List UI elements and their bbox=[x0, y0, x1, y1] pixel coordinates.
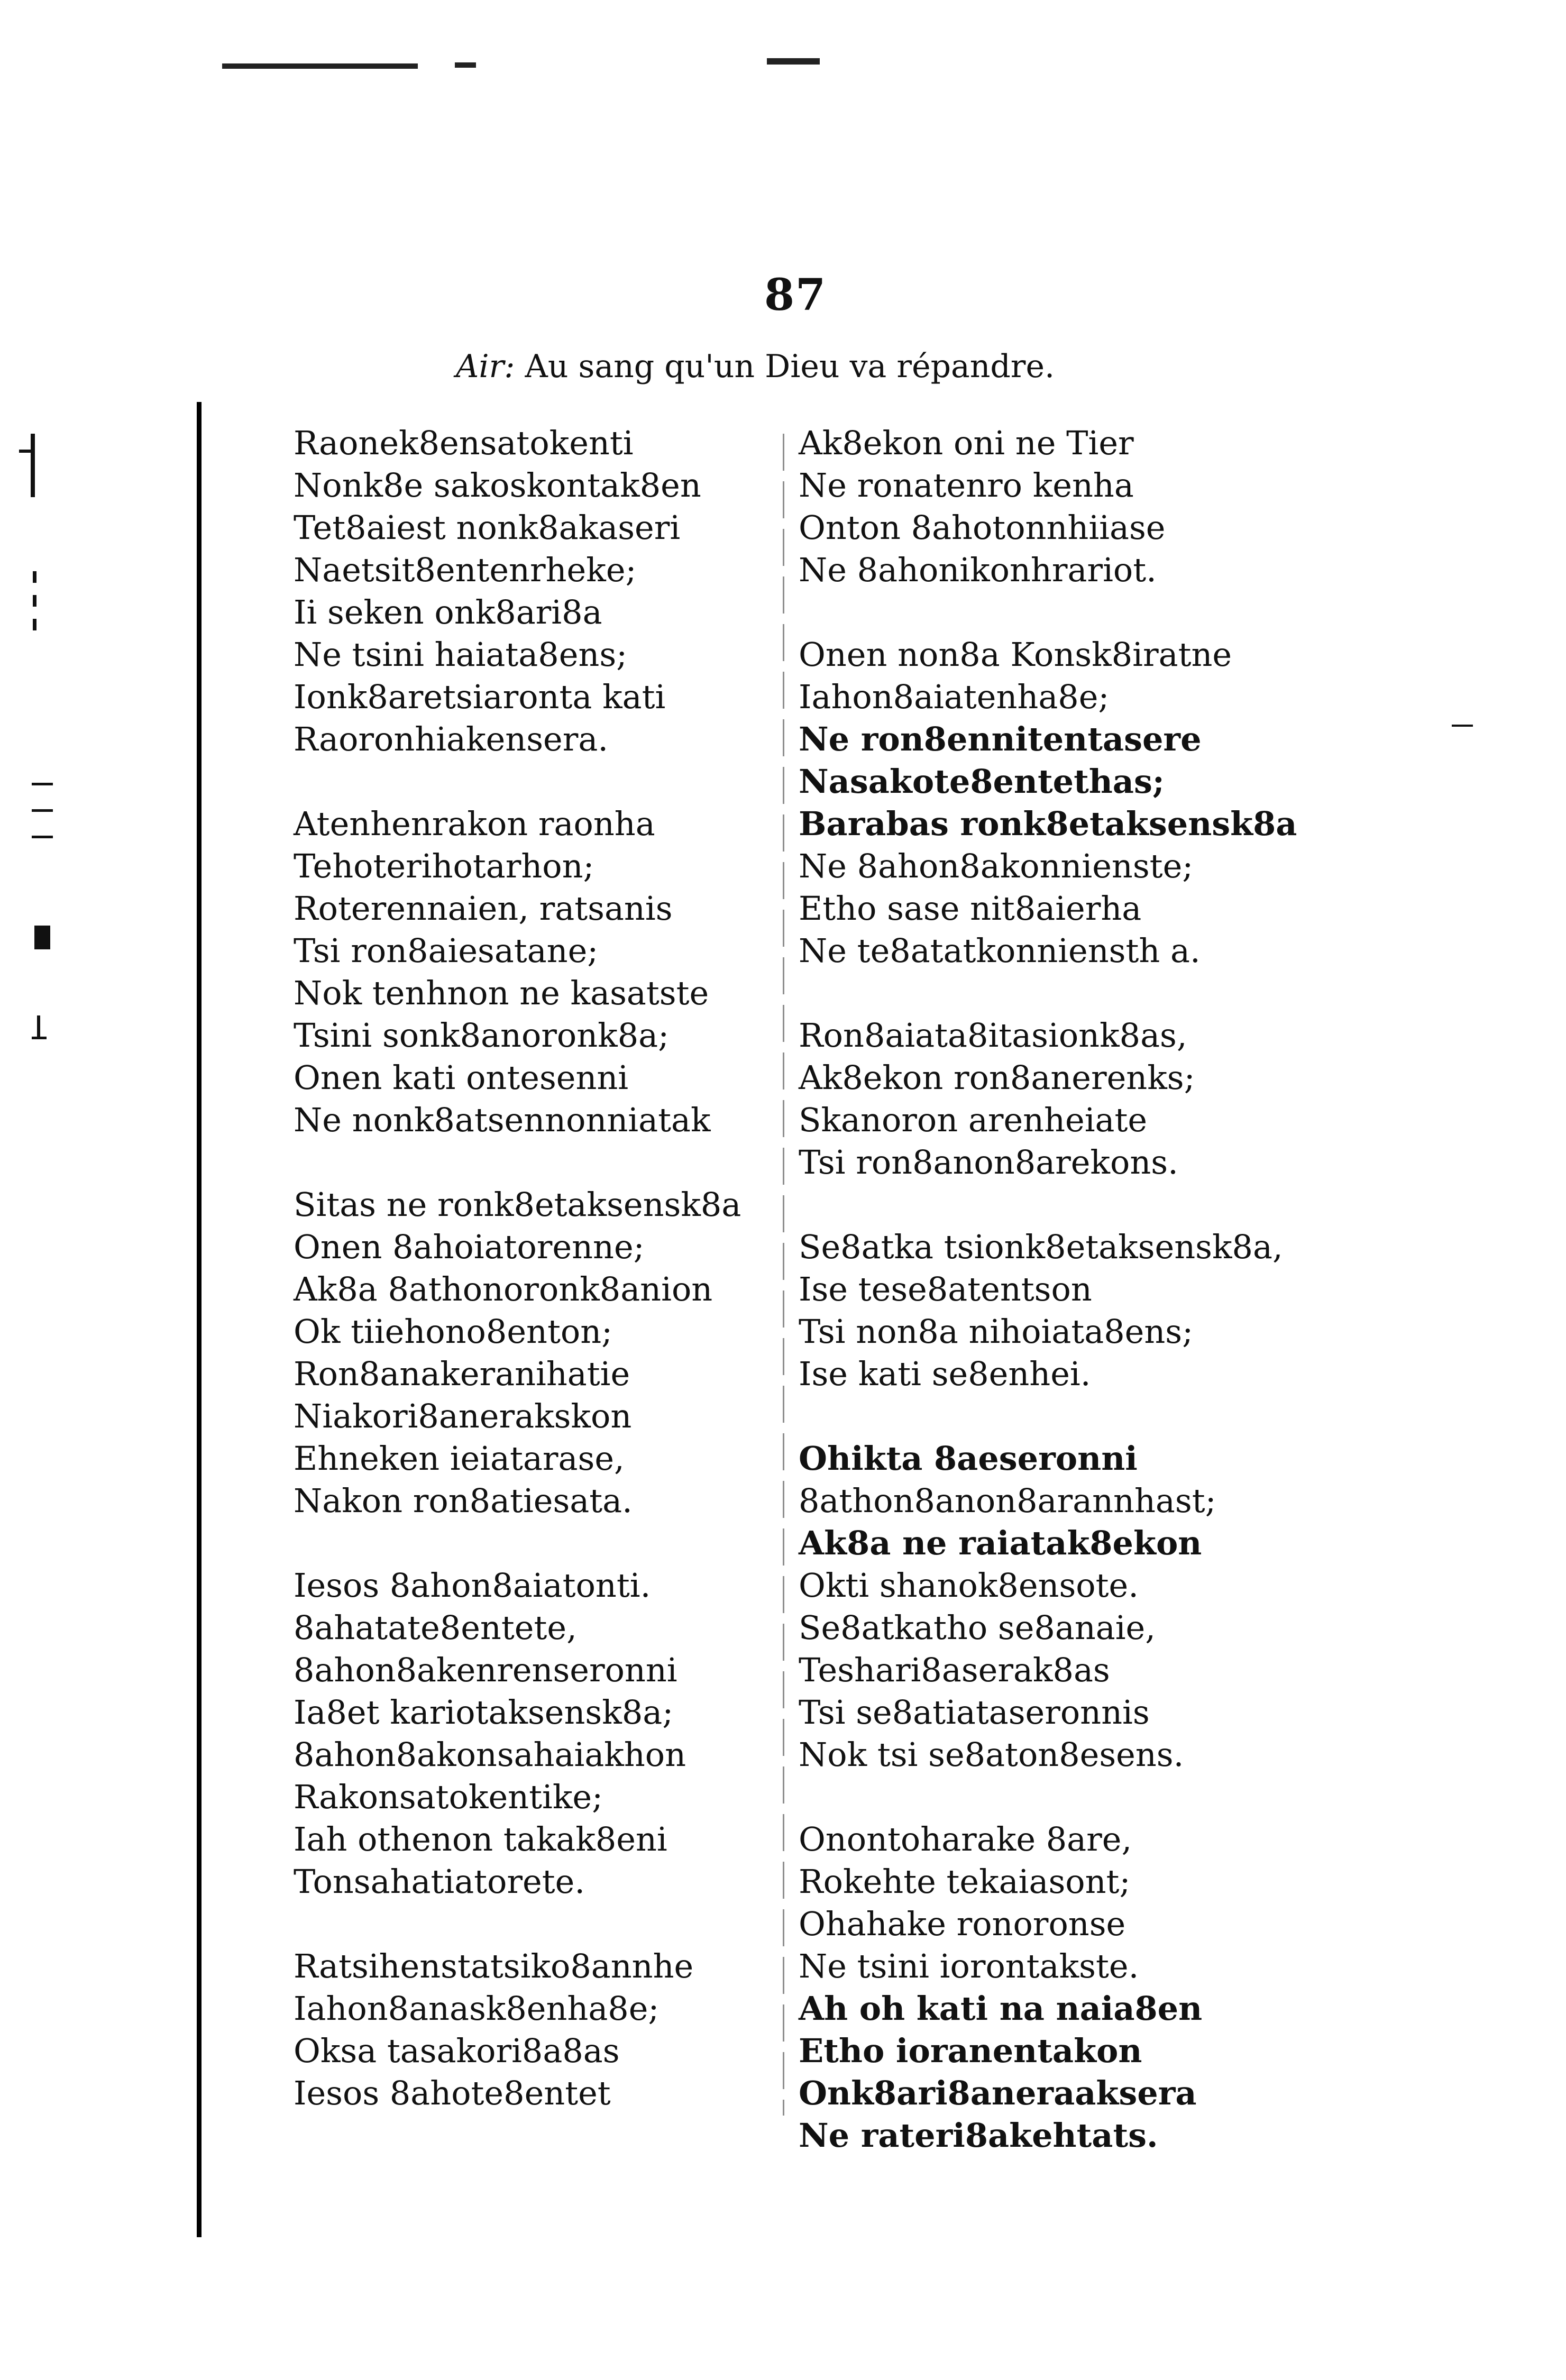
verse-line: Ne tsini haiata8ens; bbox=[294, 635, 628, 674]
stanza bbox=[799, 1818, 1354, 2157]
verse-line: Ne te8atatkonniensth a. bbox=[799, 931, 1201, 970]
verse-line: Ne 8ahonikonhrariot. bbox=[799, 551, 1157, 589]
stanza bbox=[799, 1014, 1354, 1184]
verse-line: Rokehte tekaiasont; bbox=[799, 1862, 1131, 1901]
verse-line: Rakonsatokentike; bbox=[294, 1778, 603, 1816]
stanza bbox=[799, 1226, 1354, 1395]
stanza bbox=[799, 634, 1354, 972]
stanza bbox=[294, 1184, 754, 1522]
stanza bbox=[294, 803, 754, 1141]
verse-line: Ohikta 8aeseronni bbox=[799, 1439, 1138, 1478]
margin-mark bbox=[19, 450, 35, 453]
verse-line: Iesos 8ahote8entet bbox=[294, 2074, 611, 2112]
verse-line: Onton 8ahotonnhiiase bbox=[799, 508, 1166, 547]
margin-mark bbox=[33, 619, 36, 630]
margin-mark bbox=[37, 1015, 40, 1037]
margin-mark bbox=[34, 926, 50, 949]
verse-line: Onk8ari8aneraaksera bbox=[799, 2074, 1197, 2112]
verse-line: Raoronhiakensera. bbox=[294, 720, 609, 758]
verse-line: Skanoron arenheiate bbox=[799, 1101, 1148, 1139]
verse-line: Ne ronatenro kenha bbox=[799, 466, 1134, 505]
verse-line: Ok tiiehono8enton; bbox=[294, 1312, 613, 1351]
verse-line: Tonsahatiatorete. bbox=[294, 1862, 585, 1901]
verse-line: Oksa tasakori8a8as bbox=[294, 2031, 620, 2070]
stanza bbox=[294, 422, 754, 761]
right-column bbox=[799, 422, 1354, 2199]
verse-line: Naetsit8entenrheke; bbox=[294, 551, 637, 589]
verse-line: Se8atkatho se8anaie, bbox=[799, 1608, 1156, 1647]
top-scan-smudge bbox=[767, 58, 820, 65]
verse-line: Iesos 8ahon8aiatonti. bbox=[294, 1566, 651, 1605]
margin-mark bbox=[31, 434, 35, 497]
verse-line: Atenhenrakon raonha bbox=[294, 804, 655, 843]
margin-mark bbox=[32, 836, 53, 838]
verse-line: Tsi se8atiataseronnis bbox=[799, 1693, 1150, 1732]
stanza bbox=[799, 1438, 1354, 1776]
binding-edge-shadow bbox=[197, 402, 202, 2237]
verse-line: Onen non8a Konsk8iratne bbox=[799, 635, 1232, 674]
verse-line: Ah oh kati na naia8en bbox=[799, 1989, 1203, 2028]
verse-line: Ne 8ahon8akonnienste; bbox=[799, 847, 1194, 885]
verse-line: 8ahatate8entete, bbox=[294, 1608, 577, 1647]
verse-line: Iahon8aiatenha8e; bbox=[799, 678, 1110, 716]
top-scan-smudge bbox=[222, 63, 418, 69]
verse-line: Onontoharake 8are, bbox=[799, 1820, 1132, 1859]
verse-line: 8ahon8akenrenseronni bbox=[294, 1651, 677, 1689]
column-divider bbox=[783, 434, 784, 2116]
air-title: Au sang qu'un Dieu va répandre. bbox=[525, 348, 1055, 385]
verse-line: Etho sase nit8aierha bbox=[799, 889, 1142, 928]
verse-line: Tsi non8a nihoiata8ens; bbox=[799, 1312, 1193, 1351]
page-number: 87 bbox=[764, 270, 827, 321]
air-label: Air: bbox=[456, 348, 515, 385]
margin-mark bbox=[32, 1037, 47, 1039]
stanza bbox=[294, 1945, 754, 2114]
verse-line: 8ahon8akonsahaiakhon bbox=[294, 1735, 686, 1774]
verse-line: Ne ron8ennitentasere bbox=[799, 720, 1202, 758]
verse-line: Ionk8aretsiaronta kati bbox=[294, 678, 666, 716]
margin-mark bbox=[1452, 725, 1473, 727]
verse-line: Roterennaien, ratsanis bbox=[294, 889, 673, 928]
verse-line: Ise kati se8enhei. bbox=[799, 1354, 1091, 1393]
verse-line: Nasakote8entethas; bbox=[799, 762, 1165, 801]
verse-line: Tehoterihotarhon; bbox=[294, 847, 594, 885]
verse-line: Nok tenhnon ne kasatste bbox=[294, 974, 709, 1012]
verse-line: Ne tsini iorontakste. bbox=[799, 1947, 1139, 1985]
verse-line: Ehneken ieiatarase, bbox=[294, 1439, 625, 1478]
verse-line: Ak8ekon ron8anerenks; bbox=[799, 1058, 1195, 1097]
verse-line: Nok tsi se8aton8esens. bbox=[799, 1735, 1184, 1774]
verse-line: Ise tese8atentson bbox=[799, 1270, 1092, 1308]
margin-mark bbox=[32, 809, 53, 812]
verse-line: Ron8aiata8itasionk8as, bbox=[799, 1016, 1187, 1055]
verse-line: Nonk8e sakoskontak8en bbox=[294, 466, 701, 505]
verse-line: Iah othenon takak8eni bbox=[294, 1820, 667, 1859]
margin-mark bbox=[33, 571, 36, 583]
verse-line: Ak8a ne raiatak8ekon bbox=[799, 1524, 1202, 1562]
verse-line: Etho ioranentakon bbox=[799, 2031, 1142, 2070]
verse-line: Ak8a 8athonoronk8anion bbox=[294, 1270, 713, 1308]
top-scan-smudge bbox=[455, 62, 476, 68]
verse-line: Tsi ron8anon8arekons. bbox=[799, 1143, 1178, 1182]
verse-line: Ohahake ronoronse bbox=[799, 1905, 1126, 1943]
verse-line: Onen kati ontesenni bbox=[294, 1058, 629, 1097]
verse-line: Ia8et kariotaksensk8a; bbox=[294, 1693, 674, 1732]
verse-line: Ii seken onk8ari8a bbox=[294, 593, 602, 631]
verse-line: Se8atka tsionk8etaksensk8a, bbox=[799, 1228, 1283, 1266]
verse-line: Ron8anakeranihatie bbox=[294, 1354, 630, 1393]
left-column bbox=[294, 422, 754, 2157]
verse-line: Raonek8ensatokenti bbox=[294, 424, 634, 462]
verse-line: Barabas ronk8etaksensk8a bbox=[799, 804, 1297, 843]
verse-line: Onen 8ahoiatorenne; bbox=[294, 1228, 645, 1266]
verse-line: Teshari8aserak8as bbox=[799, 1651, 1110, 1689]
verse-line: Nakon ron8atiesata. bbox=[294, 1481, 633, 1520]
verse-line: Ratsihenstatsiko8annhe bbox=[294, 1947, 694, 1985]
stanza bbox=[294, 1564, 754, 1903]
margin-mark bbox=[32, 783, 53, 785]
verse-line: 8athon8anon8arannhast; bbox=[799, 1481, 1216, 1520]
verse-line: Ak8ekon oni ne Tier bbox=[799, 424, 1134, 462]
air-heading bbox=[456, 348, 1055, 385]
verse-line: Tsi ron8aiesatane; bbox=[294, 931, 599, 970]
verse-line: Ne nonk8atsennonniatak bbox=[294, 1101, 711, 1139]
margin-mark bbox=[33, 595, 36, 607]
verse-line: Niakori8anerakskon bbox=[294, 1397, 632, 1435]
verse-line: Tet8aiest nonk8akaseri bbox=[294, 508, 681, 547]
verse-line: Ne rateri8akehtats. bbox=[799, 2116, 1158, 2155]
verse-line: Okti shanok8ensote. bbox=[799, 1566, 1139, 1605]
stanza bbox=[799, 422, 1354, 591]
verse-line: Sitas ne ronk8etaksensk8a bbox=[294, 1185, 741, 1224]
verse-line: Tsini sonk8anoronk8a; bbox=[294, 1016, 670, 1055]
verse-line: Iahon8anask8enha8e; bbox=[294, 1989, 660, 2028]
